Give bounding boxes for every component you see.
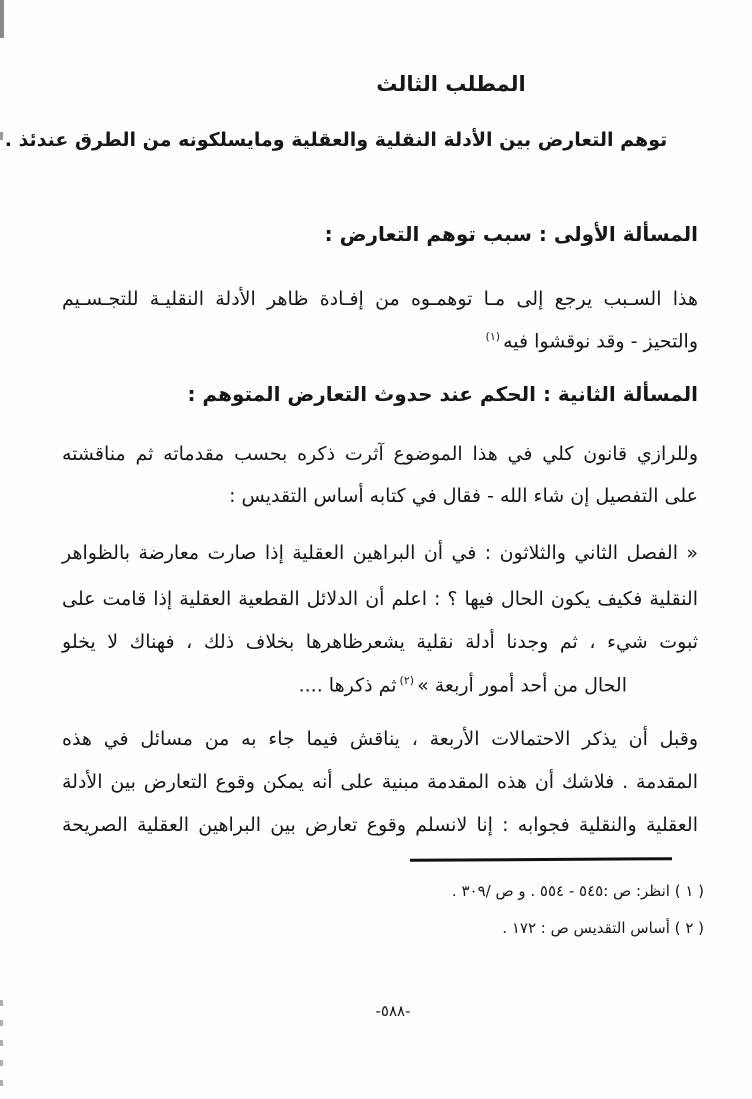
footnote1-marker: (١) (485, 330, 501, 343)
footnote2-marker: (٢) (399, 674, 415, 687)
paragraph1-line1: هذا السـبب يرجع إلى مـا توهمـوه من إفـادة ظاهر الأدلة النقليـة للتجـسـيم (62, 288, 698, 310)
quote-line4 (299, 674, 627, 696)
scan-edge-artifact-top (0, 0, 4, 38)
paragraph2-line1: وللرازي قانون كلي في هذا الموضوع آثرت ذكره بحسب مقدماته ثم مناقشته (62, 443, 698, 465)
paragraph1-line2 (483, 330, 698, 352)
quote-line3: ثبوت شيء ، ثم وجدنا أدلة نقلية يشعرظاهرها بخلاف ذلك ، فهناك لا يخلو (62, 631, 698, 653)
footnote-separator (410, 857, 672, 861)
chapter-subtitle: توهم التعارض بين الأدلة النقلية والعقلية ومايسلكونه من الطرق عندئذ . (4, 129, 668, 151)
paragraph2-line2: على التفصيل إن شاء الله - فقال في كتابه أساس التقديس : (229, 485, 698, 507)
issue1-heading: المسألة الأولى : سبب توهم التعارض : (324, 222, 698, 246)
paragraph4-line1: وقبل أن يذكر الاحتمالات الأربعة ، يناقش فيما جاء به من مسائل في هذه (62, 728, 698, 750)
paragraph4-line2: المقدمة . فلاشك أن هذه المقدمة مبنية على أنه يمكن وقوع التعارض بين الأدلة (62, 771, 698, 793)
quote-line2: النقلية فكيف يكون الحال فيها ؟ : اعلم أن الدلائل القطعية العقلية إذا قامت على (62, 588, 698, 610)
paragraph1-line2-text: والتحيز - وقد نوقشوا فيه (503, 330, 698, 353)
page-number: -٥٨٨- (375, 1002, 411, 1020)
paragraph4-line3: العقلية والنقلية فجوابه : إنا لانسلم وقوع تعارض بين البراهين العقلية الصريحة (62, 814, 698, 836)
quote-line1: « الفصل الثاني والثلاثون : في أن البراهين العقلية إذا صارت معارضة بالظواهر (62, 542, 698, 564)
chapter-title: المطلب الثالث (376, 72, 526, 96)
issue2-heading: المسألة الثانية : الحكم عند حدوث التعارض المتوهم : (187, 382, 698, 406)
footnote-1: ( ١ ) انظر: ص :٥٤٥ - ٥٥٤ . و ص /٣٠٩ . (451, 882, 704, 900)
footnote-2: ( ٢ ) أساس التقديس ص : ١٧٢ . (502, 919, 704, 937)
quote-line4-tail: ثم ذكرها .... (298, 674, 397, 697)
scan-edge-artifact-bottom (0, 1000, 3, 1099)
quote-line4-text: الحال من أحد أمور أربعة » (417, 674, 627, 697)
